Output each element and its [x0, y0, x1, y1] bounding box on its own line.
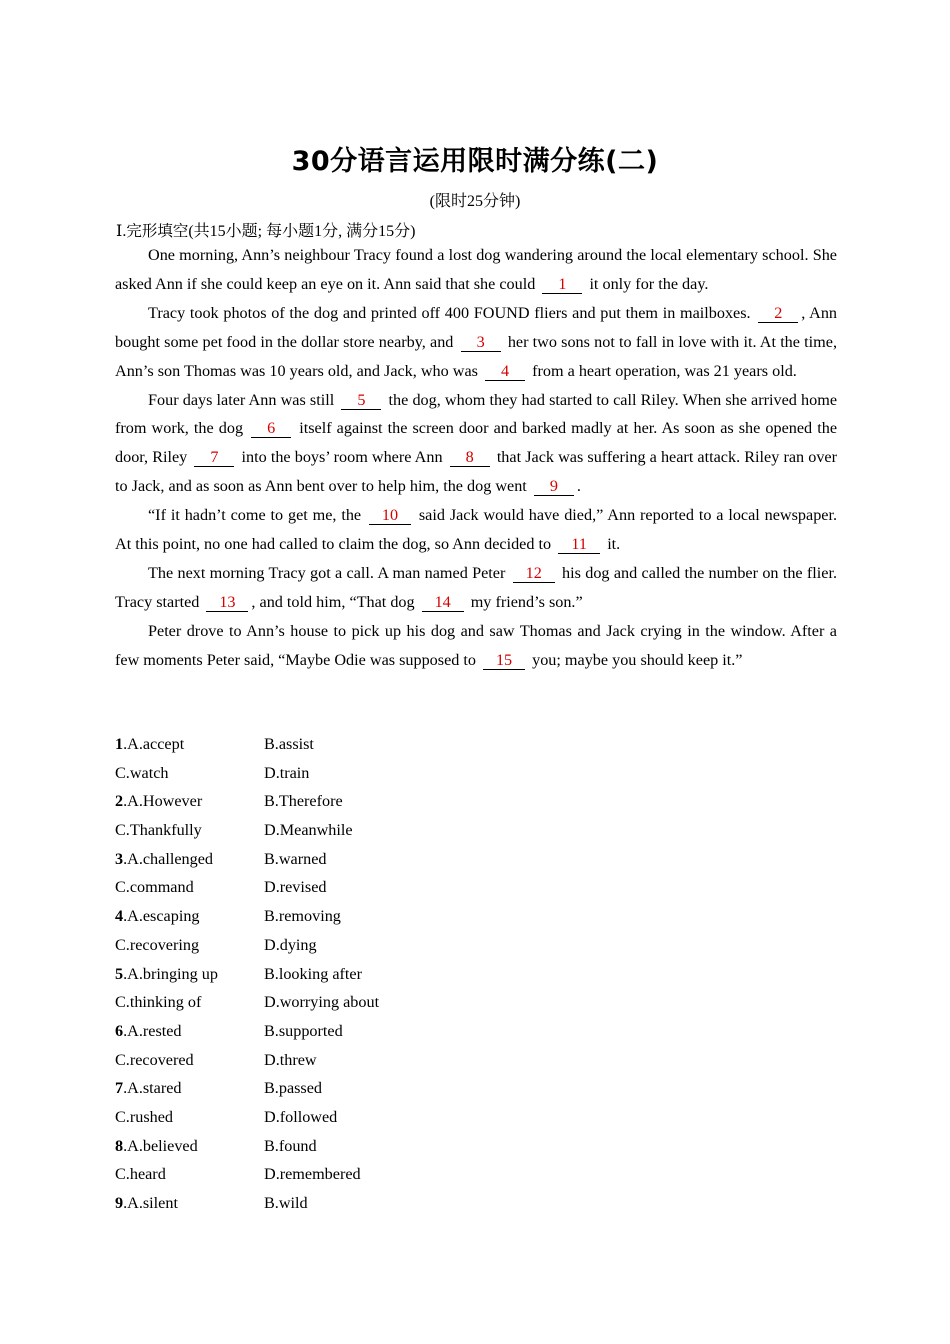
- blank-11: 11: [558, 535, 600, 554]
- option-b: B.passed: [264, 1079, 322, 1098]
- passage-text: Four days later Ann was still: [148, 390, 335, 409]
- blank-2: 2: [758, 304, 798, 323]
- question-number: 5: [115, 964, 124, 983]
- section-note: (共15小题; 每小题1分, 满分15分): [188, 223, 416, 240]
- option-a: 5.A.bringing up: [115, 964, 218, 983]
- option-b: B.assist: [264, 735, 314, 753]
- option-b: B.removing: [264, 907, 341, 926]
- passage-text: , Ann bought some pet food in the dollar store nearby, and: [115, 303, 838, 351]
- paragraph-4: [115, 501, 837, 559]
- blank-15: 15: [483, 651, 525, 670]
- option-b: B.wild: [264, 1194, 308, 1212]
- option-a: 4.A.escaping: [115, 907, 200, 926]
- option-a: 3.A.challenged: [115, 849, 213, 868]
- question-number: 2: [115, 792, 124, 811]
- blank-9: 9: [534, 477, 574, 496]
- passage-text: “If it hadn’t come to get me, the: [148, 506, 362, 525]
- passage-text: you; maybe you should keep it.”: [532, 650, 743, 669]
- option-c: C.heard: [115, 1165, 166, 1184]
- option-c: C.recovering: [115, 935, 200, 954]
- option-c: C.recovered: [115, 1050, 194, 1069]
- option-a-text: A.accept: [127, 735, 185, 753]
- option-a-text: A.However: [127, 792, 203, 811]
- option-d: D.revised: [264, 878, 327, 897]
- option-c: C.rushed: [115, 1107, 173, 1126]
- option-c: C.command: [115, 878, 194, 897]
- passage-text: that Jack was suffering a heart attack. Riley ran over to Jack, and as soon as Ann bent over to help him, the dog went: [115, 448, 837, 496]
- section-name: 完形填空: [126, 222, 189, 240]
- question-number: 1: [115, 735, 124, 753]
- passage-text: , and told him, “That dog: [251, 592, 415, 611]
- option-d: D.remembered: [264, 1165, 361, 1184]
- option-a-text: A.stared: [127, 1079, 182, 1098]
- paragraph-3: [115, 386, 837, 502]
- passage-text: One morning, Ann’s neighbour Tracy found a lost dog wandering around the local elementary school. She asked Ann if she could keep an eye on it. Ann said that she could: [115, 246, 837, 293]
- passage-text: The next morning Tracy got a call. A man named Peter: [148, 563, 506, 582]
- option-d: D.threw: [264, 1050, 317, 1069]
- passage-text: the dog, whom they had started to call Riley. When she arrived home from work, the dog: [115, 390, 838, 438]
- blank-5: 5: [341, 391, 381, 410]
- question-number: 3: [115, 849, 124, 868]
- option-d: D.worrying about: [264, 993, 380, 1012]
- blank-7: 7: [194, 448, 234, 467]
- passage-text: Tracy took photos of the dog and printed off 400 FOUND fliers and put them in mailboxes.: [148, 303, 751, 322]
- passage-text: from a heart operation, was 21 years old.: [532, 361, 797, 380]
- blank-10: 10: [369, 506, 411, 525]
- option-c: C.watch: [115, 763, 169, 782]
- question-number: 9: [115, 1194, 124, 1212]
- option-a-text: A.rested: [127, 1021, 182, 1040]
- option-a-text: A.bringing up: [127, 964, 218, 983]
- option-a: 2.A.However: [115, 792, 203, 811]
- passage-text: into the boys’ room where Ann: [241, 448, 443, 467]
- option-b: B.Therefore: [264, 792, 343, 811]
- option-d: D.dying: [264, 935, 317, 954]
- option-a: 8.A.believed: [115, 1136, 198, 1155]
- option-a-text: A.escaping: [127, 907, 200, 926]
- question-number: 4: [115, 907, 124, 926]
- paragraph-6: [115, 617, 837, 675]
- section-numeral: Ⅰ.: [116, 223, 127, 240]
- blank-4: 4: [485, 362, 525, 381]
- passage-text: said Jack would have died,” Ann reported to a local newspaper. At this point, no one had called to claim the dog, so Ann decided to: [115, 506, 838, 554]
- blank-6: 6: [251, 419, 291, 438]
- option-c: C.Thankfully: [115, 821, 202, 840]
- option-d: D.train: [264, 763, 310, 782]
- option-a-text: A.silent: [127, 1194, 178, 1212]
- blank-1: 1: [542, 275, 582, 294]
- option-c: C.thinking of: [115, 993, 202, 1012]
- option-b: B.supported: [264, 1021, 343, 1040]
- paragraph-5: [115, 559, 837, 617]
- passage-text: Peter drove to Ann’s house to pick up his dog and saw Thomas and Jack crying in the window. After a few moments Peter said, “Maybe Odie was supposed to: [115, 621, 837, 669]
- passage-text: itself against the screen door and barked madly at her. As soon as she opened the door, Riley: [115, 419, 838, 467]
- option-b: B.looking after: [264, 964, 363, 983]
- option-b: B.warned: [264, 849, 327, 868]
- option-a: 6.A.rested: [115, 1021, 182, 1040]
- time-limit: (限时25分钟): [429, 193, 521, 210]
- option-b: B.found: [264, 1136, 317, 1155]
- section-heading: [116, 218, 415, 241]
- option-d: D.followed: [264, 1107, 338, 1126]
- blank-14: 14: [422, 593, 464, 612]
- passage-text: his dog and called the number on the flier. Tracy started: [115, 563, 838, 611]
- option-a-text: A.challenged: [127, 849, 213, 868]
- paragraph-1: [115, 241, 837, 299]
- blank-13: 13: [206, 593, 248, 612]
- option-a: 1.A.accept: [115, 735, 185, 753]
- question-number: 7: [115, 1079, 124, 1098]
- passage-text: my friend’s son.”: [470, 592, 583, 611]
- passage-text: .: [576, 477, 581, 496]
- question-number: 8: [115, 1136, 124, 1155]
- cloze-passage: [115, 241, 837, 675]
- question-number: 6: [115, 1021, 124, 1040]
- option-a: 9.A.silent: [115, 1194, 178, 1212]
- page-title: 30分语言运用限时满分练(二): [291, 146, 659, 177]
- passage-text: it.: [607, 535, 621, 554]
- option-a-text: A.believed: [127, 1136, 198, 1155]
- passage-text: it only for the day.: [589, 274, 709, 293]
- option-d: D.Meanwhile: [264, 821, 353, 840]
- blank-3: 3: [461, 333, 501, 352]
- option-a: 7.A.stared: [115, 1079, 182, 1098]
- passage-text: her two sons not to fall in love with it. At the time, Ann’s son Thomas was 10 years old, and Jack, who was: [115, 332, 837, 380]
- blank-8: 8: [450, 448, 490, 467]
- paragraph-2: [115, 299, 837, 386]
- blank-12: 12: [513, 564, 555, 583]
